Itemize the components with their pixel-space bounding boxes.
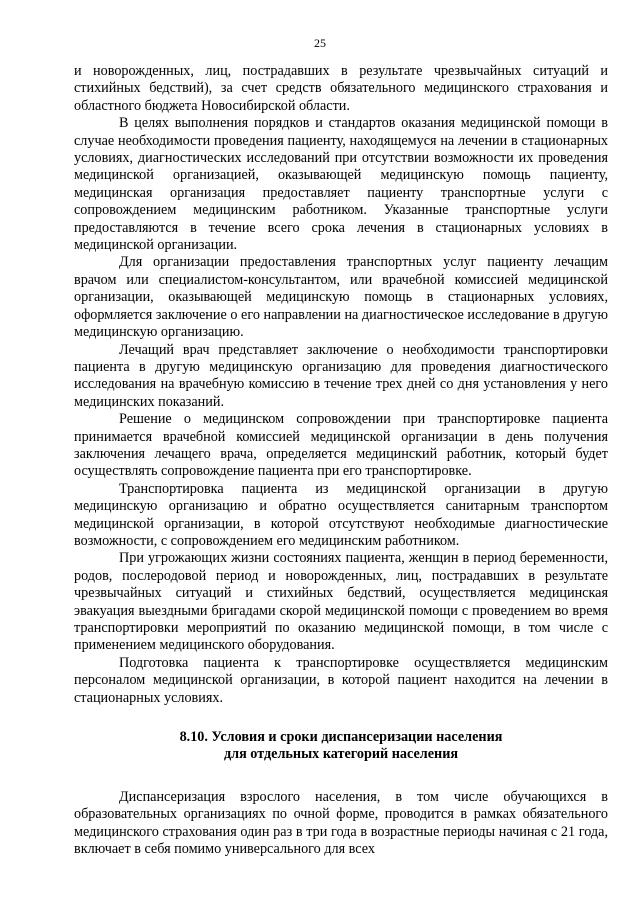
section-heading-line-1: 8.10. Условия и сроки диспансеризации населения: [179, 729, 503, 746]
paragraph-medical-evacuation: При угрожающих жизни состояниях пациента, женщин в период беременности, родов, послеродовой период и новорожденных, лиц, пострадавших в результате чрезвычайных ситуаций и стихийных бедствий, осуществляется медицинская эвакуация выездными бригадами скорой медицинской помощи с проведением во время транспортировки мероприятий по оказанию медицинской помощи, в том числе с применением медицинского оборудования.: [74, 550, 608, 654]
paragraph-transportation: Транспортировка пациента из медицинской организации в другую медицинскую организацию и обратно осуществляется санитарным транспортом медицинской организации, в которой отсутствуют необходимые диагностические возможности, с сопровождением его медицинским работником.: [74, 480, 608, 549]
page-number: 25: [314, 36, 326, 50]
paragraph-escort-decision: Решение о медицинском сопровождении при транспортировке пациента принимается врачебной комиссией медицинской организации в день получения заключения лечащего врача, определяется медицинский работник, который будет осуществлять сопровождение пациента при его транспортировке.: [74, 411, 608, 480]
paragraph-continuation: и новорожденных, лиц, пострадавших в результате чрезвычайных ситуаций и стихийных бедствий), за счет средств обязательного медицинского страхования и областного бюджета Новосибирской области.: [74, 63, 608, 114]
section-heading: [74, 729, 608, 764]
paragraph-patient-preparation: Подготовка пациента к транспортировке осуществляется медицинским персоналом медицинской организации, в которой пациент находится на лечении в стационарных условиях.: [74, 654, 608, 706]
paragraph-transport-services: В целях выполнения порядков и стандартов оказания медицинской помощи в случае необходимости проведения пациенту, находящемуся на лечении в стационарных условиях, диагностических исследований при отсутствии возможности их проведения медицинской организацией, оказывающей медицинскую помощь пациенту, медицинская организация предоставляет пациенту транспортные услуги с сопровождением медицинским работником. Указанные транспортные услуги предоставляются в течение всего срока лечения в стационарных условиях в медицинской организации.: [74, 115, 608, 254]
paragraph-referral-conclusion: Для организации предоставления транспортных услуг пациенту лечащим врачом или специалистом-консультантом, или врачебной комиссией медицинской организации, оказывающей медицинскую помощь в стационарных условиях, оформляется заключение о его направлении на диагностическое исследование в другую медицинскую организацию.: [74, 254, 608, 341]
document-body: [74, 63, 608, 858]
section-heading-line-2: для отдельных категорий населения: [223, 746, 459, 763]
paragraph-adult-screening: Диспансеризация взрослого населения, в том числе обучающихся в образовательных организациях по очной форме, проводится в рамках обязательного медицинского страхования один раз в три года в возрастные периоды начиная с 21 года, включает в себя помимо универсального для всех: [74, 788, 608, 858]
paragraph-attending-physician: Лечащий врач представляет заключение о необходимости транспортировки пациента в другую медицинскую организацию для проведения диагностического исследования на врачебную комиссию в течение трех дней со дня установления у него медицинских показаний.: [74, 341, 608, 410]
